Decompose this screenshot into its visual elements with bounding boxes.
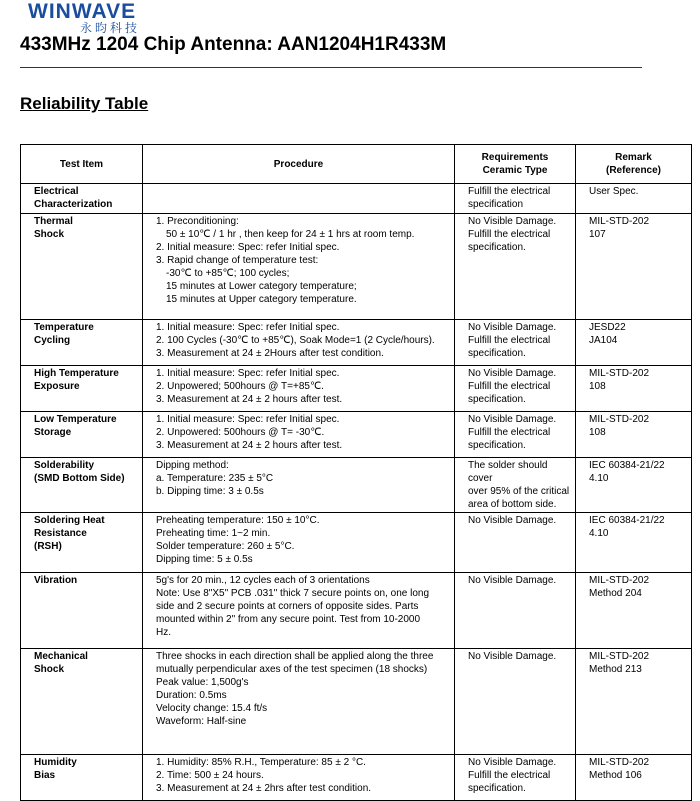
procedure-cell bbox=[143, 184, 455, 214]
procedure-line: Duration: 0.5ms bbox=[156, 690, 227, 701]
remark-line: 108 bbox=[589, 427, 606, 438]
requirement-line: No Visible Damage. bbox=[468, 515, 557, 526]
remark-cell bbox=[576, 458, 692, 513]
requirement-cell bbox=[455, 649, 576, 755]
requirement-line: Fulfill the electrical bbox=[468, 770, 551, 781]
title-divider bbox=[20, 67, 642, 68]
remark-cell bbox=[576, 513, 692, 573]
procedure-line: 2. Time: 500 ± 24 hours. bbox=[156, 770, 264, 781]
procedure-line: 3. Measurement at 24 ± 2Hours after test condition. bbox=[156, 348, 384, 359]
remark-line: 107 bbox=[589, 229, 606, 240]
test-item-line: Bias bbox=[34, 770, 56, 781]
requirement-line: No Visible Damage. bbox=[468, 414, 557, 425]
table-row bbox=[21, 184, 692, 214]
remark-cell bbox=[576, 320, 692, 366]
test-item-cell bbox=[21, 184, 143, 214]
procedure-line: 1. Humidity: 85% R.H., Temperature: 85 ± 2 °C. bbox=[156, 757, 366, 768]
remark-line: 4.10 bbox=[589, 528, 609, 539]
table-row bbox=[21, 649, 692, 755]
test-item-line: Exposure bbox=[34, 381, 80, 392]
procedure-line: 1. Initial measure: Spec: refer Initial spec. bbox=[156, 322, 340, 333]
requirement-line: No Visible Damage. bbox=[468, 651, 557, 662]
column-header-procedure: Procedure bbox=[143, 145, 455, 184]
requirement-line: Fulfill the electrical bbox=[468, 335, 551, 346]
requirement-cell bbox=[455, 214, 576, 320]
remark-line: MIL-STD-202 bbox=[589, 414, 650, 425]
procedure-line: 3. Measurement at 24 ± 2 hours after test. bbox=[156, 394, 343, 405]
procedure-line: Preheating temperature: 150 ± 10°C. bbox=[156, 515, 320, 526]
requirement-line: specification. bbox=[468, 783, 526, 794]
test-item-line: (SMD Bottom Side) bbox=[34, 473, 125, 484]
procedure-line: 3. Rapid change of temperature test: bbox=[156, 255, 319, 266]
section-title: Reliability Table bbox=[20, 94, 149, 113]
procedure-cell bbox=[143, 320, 455, 366]
test-item-cell bbox=[21, 320, 143, 366]
table-body bbox=[21, 184, 692, 801]
remark-line: 108 bbox=[589, 381, 606, 392]
test-item-cell bbox=[21, 412, 143, 458]
remark-line: 4.10 bbox=[589, 473, 609, 484]
test-item-line: Soldering Heat bbox=[34, 515, 105, 526]
procedure-line: Preheating time: 1~2 min. bbox=[156, 528, 271, 539]
table-row bbox=[21, 755, 692, 801]
procedure-line: Peak value: 1,500g's bbox=[156, 677, 249, 688]
remark-cell bbox=[576, 573, 692, 649]
procedure-line: mutually perpendicular axes of the test specimen (18 shocks) bbox=[156, 664, 428, 675]
requirement-line: Fulfill the electrical bbox=[468, 381, 551, 392]
procedure-cell bbox=[143, 412, 455, 458]
procedure-cell bbox=[143, 513, 455, 573]
procedure-line: 5g's for 20 min., 12 cycles each of 3 orientations bbox=[156, 575, 370, 586]
test-item-cell bbox=[21, 649, 143, 755]
remark-line: Method 204 bbox=[589, 588, 642, 599]
test-item-cell bbox=[21, 366, 143, 412]
requirement-line: over 95% of the critical bbox=[468, 486, 570, 497]
procedure-line: 3. Measurement at 24 ± 2hrs after test condition. bbox=[156, 783, 372, 794]
procedure-line: 1. Preconditioning: bbox=[156, 216, 239, 227]
procedure-line: Velocity change: 15.4 ft/s bbox=[156, 703, 268, 714]
remark-line: JA104 bbox=[589, 335, 618, 346]
test-item-line: Electrical bbox=[34, 186, 79, 197]
procedure-line: 1. Initial measure: Spec: refer Initial spec. bbox=[156, 368, 340, 379]
remark-line: JESD22 bbox=[589, 322, 626, 333]
procedure-line: side and 2 secure points at corners of opposite sides. Parts bbox=[156, 601, 419, 612]
requirement-line: area of bottom side. bbox=[468, 499, 557, 510]
procedure-line: 3. Measurement at 24 ± 2 hours after test. bbox=[156, 440, 343, 451]
procedure-line: Dipping time: 5 ± 0.5s bbox=[156, 554, 253, 565]
requirement-line: No Visible Damage. bbox=[468, 757, 557, 768]
table-header-row bbox=[21, 145, 692, 184]
procedure-line: Solder temperature: 260 ± 5°C. bbox=[156, 541, 295, 552]
requirement-cell bbox=[455, 412, 576, 458]
test-item-line: Shock bbox=[34, 664, 65, 675]
test-item-cell bbox=[21, 513, 143, 573]
test-item-line: High Temperature bbox=[34, 368, 119, 379]
procedure-line: Note: Use 8"X5" PCB .031" thick 7 secure points on, one long bbox=[156, 588, 430, 599]
remark-cell bbox=[576, 214, 692, 320]
requirement-line: specification. bbox=[468, 242, 526, 253]
column-header-requirements: Requirements Ceramic Type bbox=[455, 145, 576, 184]
table-row bbox=[21, 214, 692, 320]
remark-line: MIL-STD-202 bbox=[589, 368, 650, 379]
test-item-line: (RSH) bbox=[34, 541, 62, 552]
procedure-line: 15 minutes at Upper category temperature. bbox=[166, 294, 357, 305]
procedure-cell bbox=[143, 458, 455, 513]
procedure-line: Dipping method: bbox=[156, 460, 229, 471]
column-header-test-item: Test Item bbox=[21, 145, 143, 184]
requirement-line: No Visible Damage. bbox=[468, 322, 557, 333]
logo-wordmark: WINWAVE bbox=[28, 0, 137, 23]
remark-cell bbox=[576, 412, 692, 458]
remark-cell bbox=[576, 649, 692, 755]
test-item-line: Characterization bbox=[34, 199, 113, 210]
test-item-line: Solderability bbox=[34, 460, 95, 471]
reliability-table bbox=[20, 144, 692, 801]
document-title: 433MHz 1204 Chip Antenna: AAN1204H1R433M bbox=[20, 34, 447, 55]
test-item-line: Humidity bbox=[34, 757, 77, 768]
procedure-cell bbox=[143, 573, 455, 649]
procedure-line: 15 minutes at Lower category temperature; bbox=[166, 281, 357, 292]
requirement-cell bbox=[455, 458, 576, 513]
remark-line: MIL-STD-202 bbox=[589, 757, 650, 768]
requirement-line: No Visible Damage. bbox=[468, 368, 557, 379]
remark-line: MIL-STD-202 bbox=[589, 651, 650, 662]
requirement-cell bbox=[455, 184, 576, 214]
test-item-cell bbox=[21, 458, 143, 513]
requirement-line: specification bbox=[468, 199, 524, 210]
procedure-line: mounted within 2" from any secure point. Test from 10-2000 bbox=[156, 614, 421, 625]
table-row bbox=[21, 320, 692, 366]
remark-line: Method 213 bbox=[589, 664, 642, 675]
requirement-line: Fulfill the electrical bbox=[468, 186, 551, 197]
procedure-line: Waveform: Half-sine bbox=[156, 716, 247, 727]
procedure-line: 2. Unpowered: 500hours @ T= -30℃. bbox=[156, 427, 325, 438]
test-item-line: Resistance bbox=[34, 528, 87, 539]
remark-line: Method 106 bbox=[589, 770, 642, 781]
table-row bbox=[21, 458, 692, 513]
requirement-cell bbox=[455, 755, 576, 801]
test-item-line: Temperature bbox=[34, 322, 94, 333]
test-item-line: Low Temperature bbox=[34, 414, 117, 425]
remark-line: MIL-STD-202 bbox=[589, 216, 650, 227]
procedure-line: 2. 100 Cycles (-30℃ to +85℃), Soak Mode=1 (2 Cycle/hours). bbox=[156, 335, 435, 346]
procedure-line: 2. Unpowered; 500hours @ T=+85℃. bbox=[156, 381, 324, 392]
remark-line: MIL-STD-202 bbox=[589, 575, 650, 586]
procedure-line: 2. Initial measure: Spec: refer Initial spec. bbox=[156, 242, 340, 253]
test-item-line: Shock bbox=[34, 229, 65, 240]
remark-line: User Spec. bbox=[589, 186, 639, 197]
requirement-line: specification. bbox=[468, 348, 526, 359]
table-row bbox=[21, 573, 692, 649]
remark-cell bbox=[576, 755, 692, 801]
remark-cell bbox=[576, 366, 692, 412]
requirement-line: The solder should cover bbox=[468, 460, 548, 484]
test-item-line: Storage bbox=[34, 427, 72, 438]
requirement-line: Fulfill the electrical bbox=[468, 427, 551, 438]
remark-cell bbox=[576, 184, 692, 214]
requirement-line: No Visible Damage. bbox=[468, 575, 557, 586]
procedure-line: a. Temperature: 235 ± 5°C bbox=[156, 473, 274, 484]
requirement-cell bbox=[455, 573, 576, 649]
test-item-line: Vibration bbox=[34, 575, 78, 586]
requirement-cell bbox=[455, 366, 576, 412]
test-item-line: Cycling bbox=[34, 335, 71, 346]
requirement-line: No Visible Damage. bbox=[468, 216, 557, 227]
procedure-line: Hz. bbox=[156, 627, 171, 638]
test-item-line: Thermal bbox=[34, 216, 73, 227]
requirement-line: specification. bbox=[468, 394, 526, 405]
procedure-line: 1. Initial measure: Spec: refer Initial spec. bbox=[156, 414, 340, 425]
remark-line: IEC 60384-21/22 bbox=[589, 515, 665, 526]
table-row bbox=[21, 366, 692, 412]
requirement-cell bbox=[455, 513, 576, 573]
procedure-cell bbox=[143, 366, 455, 412]
table-row bbox=[21, 513, 692, 573]
procedure-line: b. Dipping time: 3 ± 0.5s bbox=[156, 486, 264, 497]
procedure-cell bbox=[143, 214, 455, 320]
requirement-cell bbox=[455, 320, 576, 366]
test-item-cell bbox=[21, 214, 143, 320]
table-row bbox=[21, 412, 692, 458]
procedure-cell bbox=[143, 755, 455, 801]
brand-logo bbox=[28, 0, 178, 35]
test-item-cell bbox=[21, 573, 143, 649]
requirement-line: Fulfill the electrical bbox=[468, 229, 551, 240]
column-header-remark: Remark (Reference) bbox=[576, 145, 692, 184]
procedure-cell bbox=[143, 649, 455, 755]
test-item-line: Mechanical bbox=[34, 651, 88, 662]
procedure-line: Three shocks in each direction shall be applied along the three bbox=[156, 651, 434, 662]
remark-line: IEC 60384-21/22 bbox=[589, 460, 665, 471]
procedure-line: -30℃ to +85℃; 100 cycles; bbox=[166, 268, 290, 279]
test-item-cell bbox=[21, 755, 143, 801]
requirement-line: specification. bbox=[468, 440, 526, 451]
procedure-line: 50 ± 10℃ / 1 hr , then keep for 24 ± 1 hrs at room temp. bbox=[166, 229, 415, 240]
logo-chinese-name: 永昀科技 bbox=[80, 21, 141, 35]
